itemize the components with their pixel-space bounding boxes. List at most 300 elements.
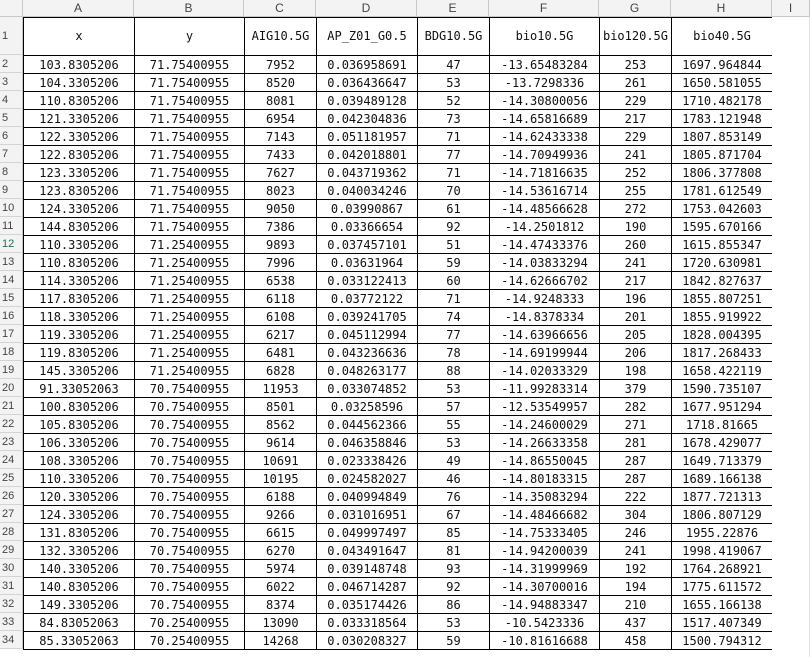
- table-cell[interactable]: 52: [418, 92, 490, 110]
- table-cell[interactable]: 287: [600, 452, 672, 470]
- row-header[interactable]: 15: [0, 289, 23, 307]
- table-cell[interactable]: 1710.482178: [672, 92, 773, 110]
- table-cell[interactable]: 71.75400955: [135, 218, 245, 236]
- table-cell[interactable]: 119.3305206: [24, 326, 135, 344]
- table-cell[interactable]: 196: [600, 290, 672, 308]
- table-cell[interactable]: -13.65483284: [490, 56, 600, 74]
- table-cell[interactable]: -14.2501812: [490, 218, 600, 236]
- column-header-f[interactable]: F: [489, 0, 599, 16]
- table-cell[interactable]: 1806.377808: [672, 164, 773, 182]
- table-cell[interactable]: -10.81616688: [490, 632, 600, 650]
- table-cell[interactable]: 70.75400955: [135, 470, 245, 488]
- table-cell[interactable]: 7433: [245, 146, 317, 164]
- table-cell[interactable]: 1781.612549: [672, 182, 773, 200]
- table-cell[interactable]: 1998.419067: [672, 542, 773, 560]
- table-cell[interactable]: 1805.871704: [672, 146, 773, 164]
- table-cell[interactable]: 84.83052063: [24, 614, 135, 632]
- table-cell[interactable]: 190: [600, 218, 672, 236]
- table-cell[interactable]: 6828: [245, 362, 317, 380]
- column-header-a[interactable]: A: [23, 0, 134, 16]
- row-header[interactable]: 4: [0, 91, 23, 109]
- row-header[interactable]: 5: [0, 109, 23, 127]
- table-cell[interactable]: 0.049997497: [317, 524, 418, 542]
- row-header[interactable]: 28: [0, 523, 23, 541]
- table-cell[interactable]: -14.69199944: [490, 344, 600, 362]
- table-cell[interactable]: 140.8305206: [24, 578, 135, 596]
- table-cell[interactable]: 85: [418, 524, 490, 542]
- table-cell[interactable]: 53: [418, 380, 490, 398]
- table-cell[interactable]: 0.040034246: [317, 182, 418, 200]
- table-cell[interactable]: 1658.422119: [672, 362, 773, 380]
- table-cell[interactable]: -14.26633358: [490, 434, 600, 452]
- table-cell[interactable]: 1697.964844: [672, 56, 773, 74]
- table-cell[interactable]: -12.53549957: [490, 398, 600, 416]
- table-cell[interactable]: 6022: [245, 578, 317, 596]
- table-cell[interactable]: 0.03772122: [317, 290, 418, 308]
- table-cell[interactable]: 51: [418, 236, 490, 254]
- table-cell[interactable]: 6954: [245, 110, 317, 128]
- table-cell[interactable]: 1828.004395: [672, 326, 773, 344]
- table-cell[interactable]: 206: [600, 344, 672, 362]
- row-header[interactable]: 23: [0, 433, 23, 451]
- table-cell[interactable]: 1689.166138: [672, 470, 773, 488]
- row-header[interactable]: 30: [0, 559, 23, 577]
- table-cell[interactable]: 8562: [245, 416, 317, 434]
- table-cell[interactable]: 0.043719362: [317, 164, 418, 182]
- table-cell[interactable]: 104.3305206: [24, 74, 135, 92]
- table-cell[interactable]: 241: [600, 254, 672, 272]
- table-cell[interactable]: 71.25400955: [135, 290, 245, 308]
- table-cell[interactable]: 241: [600, 146, 672, 164]
- table-cell[interactable]: 119.8305206: [24, 344, 135, 362]
- table-cell[interactable]: 71.25400955: [135, 362, 245, 380]
- table-cell[interactable]: 70.75400955: [135, 524, 245, 542]
- table-cell[interactable]: 76: [418, 488, 490, 506]
- table-cell[interactable]: 60: [418, 272, 490, 290]
- row-header[interactable]: 13: [0, 253, 23, 271]
- table-cell[interactable]: 114.3305206: [24, 272, 135, 290]
- row-header[interactable]: 12: [0, 235, 23, 253]
- table-cell[interactable]: 77: [418, 146, 490, 164]
- table-cell[interactable]: 253: [600, 56, 672, 74]
- row-header[interactable]: 21: [0, 397, 23, 415]
- table-cell[interactable]: 70.75400955: [135, 380, 245, 398]
- table-cell[interactable]: 124.3305206: [24, 506, 135, 524]
- table-cell[interactable]: 131.8305206: [24, 524, 135, 542]
- table-cell[interactable]: 70.75400955: [135, 416, 245, 434]
- table-cell[interactable]: 70.75400955: [135, 452, 245, 470]
- table-cell[interactable]: -14.30800056: [490, 92, 600, 110]
- table-cell[interactable]: 8374: [245, 596, 317, 614]
- table-cell[interactable]: 1817.268433: [672, 344, 773, 362]
- table-cell[interactable]: 229: [600, 92, 672, 110]
- table-cell[interactable]: 53: [418, 74, 490, 92]
- table-cell[interactable]: 241: [600, 542, 672, 560]
- table-cell[interactable]: 124.3305206: [24, 200, 135, 218]
- table-cell[interactable]: 8501: [245, 398, 317, 416]
- table-cell[interactable]: 0.046358846: [317, 434, 418, 452]
- table-cell[interactable]: 6188: [245, 488, 317, 506]
- table-cell[interactable]: 0.03366654: [317, 218, 418, 236]
- table-cell[interactable]: -10.5423336: [490, 614, 600, 632]
- row-header[interactable]: 2: [0, 55, 23, 73]
- table-cell[interactable]: -14.70949936: [490, 146, 600, 164]
- table-cell[interactable]: 261: [600, 74, 672, 92]
- table-cell[interactable]: 149.3305206: [24, 596, 135, 614]
- row-header[interactable]: 11: [0, 217, 23, 235]
- table-cell[interactable]: 103.8305206: [24, 56, 135, 74]
- table-cell[interactable]: 0.043491647: [317, 542, 418, 560]
- header-cell-bio12[interactable]: bio120.5G: [600, 18, 672, 56]
- table-cell[interactable]: 217: [600, 110, 672, 128]
- table-cell[interactable]: 71.75400955: [135, 74, 245, 92]
- table-cell[interactable]: 1753.042603: [672, 200, 773, 218]
- table-cell[interactable]: -14.35083294: [490, 488, 600, 506]
- table-cell[interactable]: 255: [600, 182, 672, 200]
- table-cell[interactable]: 7952: [245, 56, 317, 74]
- table-cell[interactable]: 282: [600, 398, 672, 416]
- table-cell[interactable]: 0.040994849: [317, 488, 418, 506]
- table-cell[interactable]: 0.042304836: [317, 110, 418, 128]
- table-cell[interactable]: 260: [600, 236, 672, 254]
- row-header[interactable]: 3: [0, 73, 23, 91]
- table-cell[interactable]: 71.25400955: [135, 272, 245, 290]
- table-cell[interactable]: 9614: [245, 434, 317, 452]
- table-cell[interactable]: 0.039489128: [317, 92, 418, 110]
- table-cell[interactable]: 0.024582027: [317, 470, 418, 488]
- table-cell[interactable]: 458: [600, 632, 672, 650]
- table-cell[interactable]: -14.8378334: [490, 308, 600, 326]
- table-cell[interactable]: 198: [600, 362, 672, 380]
- table-cell[interactable]: 106.3305206: [24, 434, 135, 452]
- table-cell[interactable]: -14.86550045: [490, 452, 600, 470]
- table-cell[interactable]: 71.25400955: [135, 308, 245, 326]
- table-cell[interactable]: 1615.855347: [672, 236, 773, 254]
- table-cell[interactable]: 1783.121948: [672, 110, 773, 128]
- table-cell[interactable]: 272: [600, 200, 672, 218]
- table-cell[interactable]: 71.75400955: [135, 146, 245, 164]
- table-cell[interactable]: 85.33052063: [24, 632, 135, 650]
- row-header[interactable]: 19: [0, 361, 23, 379]
- table-cell[interactable]: 110.8305206: [24, 254, 135, 272]
- table-cell[interactable]: 10195: [245, 470, 317, 488]
- column-header-c[interactable]: C: [244, 0, 316, 16]
- table-cell[interactable]: 1806.807129: [672, 506, 773, 524]
- table-cell[interactable]: 0.045112994: [317, 326, 418, 344]
- table-cell[interactable]: -14.48466682: [490, 506, 600, 524]
- table-cell[interactable]: 0.030208327: [317, 632, 418, 650]
- table-cell[interactable]: 71.25400955: [135, 254, 245, 272]
- table-cell[interactable]: 252: [600, 164, 672, 182]
- table-cell[interactable]: 120.3305206: [24, 488, 135, 506]
- table-cell[interactable]: -14.03833294: [490, 254, 600, 272]
- table-cell[interactable]: -14.62666702: [490, 272, 600, 290]
- table-cell[interactable]: 70.25400955: [135, 614, 245, 632]
- table-cell[interactable]: 0.033318564: [317, 614, 418, 632]
- header-cell-ap-z01[interactable]: AP_Z01_G0.5: [317, 18, 418, 56]
- table-cell[interactable]: 91.33052063: [24, 380, 135, 398]
- table-cell[interactable]: 71.25400955: [135, 344, 245, 362]
- table-cell[interactable]: 73: [418, 110, 490, 128]
- table-cell[interactable]: 1855.919922: [672, 308, 773, 326]
- table-cell[interactable]: 81: [418, 542, 490, 560]
- table-cell[interactable]: 71.25400955: [135, 236, 245, 254]
- table-cell[interactable]: 0.036958691: [317, 56, 418, 74]
- table-cell[interactable]: 47: [418, 56, 490, 74]
- header-cell-y[interactable]: y: [135, 18, 245, 56]
- table-cell[interactable]: 287: [600, 470, 672, 488]
- table-cell[interactable]: 0.033122413: [317, 272, 418, 290]
- table-cell[interactable]: 70.75400955: [135, 398, 245, 416]
- table-cell[interactable]: 0.051181957: [317, 128, 418, 146]
- table-cell[interactable]: 0.03631964: [317, 254, 418, 272]
- table-cell[interactable]: 9266: [245, 506, 317, 524]
- column-header-b[interactable]: B: [134, 0, 244, 16]
- table-cell[interactable]: 0.046714287: [317, 578, 418, 596]
- table-cell[interactable]: 11953: [245, 380, 317, 398]
- table-cell[interactable]: 122.8305206: [24, 146, 135, 164]
- header-cell-x[interactable]: x: [24, 18, 135, 56]
- table-cell[interactable]: 77: [418, 326, 490, 344]
- table-cell[interactable]: 379: [600, 380, 672, 398]
- table-cell[interactable]: 7627: [245, 164, 317, 182]
- table-cell[interactable]: -14.94883347: [490, 596, 600, 614]
- table-cell[interactable]: 6108: [245, 308, 317, 326]
- table-cell[interactable]: 1720.630981: [672, 254, 773, 272]
- table-cell[interactable]: 1517.407349: [672, 614, 773, 632]
- table-cell[interactable]: 0.023338426: [317, 452, 418, 470]
- table-cell[interactable]: 59: [418, 632, 490, 650]
- row-header[interactable]: 27: [0, 505, 23, 523]
- column-header-g[interactable]: G: [599, 0, 671, 16]
- table-cell[interactable]: 1842.827637: [672, 272, 773, 290]
- table-cell[interactable]: 8023: [245, 182, 317, 200]
- row-header[interactable]: 22: [0, 415, 23, 433]
- table-cell[interactable]: 0.033074852: [317, 380, 418, 398]
- table-cell[interactable]: 53: [418, 434, 490, 452]
- select-all-corner[interactable]: [0, 0, 23, 16]
- table-cell[interactable]: 217: [600, 272, 672, 290]
- row-header[interactable]: 18: [0, 343, 23, 361]
- column-header-h[interactable]: H: [671, 0, 772, 16]
- table-cell[interactable]: -14.62433338: [490, 128, 600, 146]
- row-header[interactable]: 8: [0, 163, 23, 181]
- table-cell[interactable]: 0.03258596: [317, 398, 418, 416]
- table-cell[interactable]: 71: [418, 290, 490, 308]
- table-cell[interactable]: 71.75400955: [135, 92, 245, 110]
- table-cell[interactable]: -14.71816635: [490, 164, 600, 182]
- table-cell[interactable]: 192: [600, 560, 672, 578]
- table-cell[interactable]: 0.03990867: [317, 200, 418, 218]
- table-cell[interactable]: 140.3305206: [24, 560, 135, 578]
- table-cell[interactable]: 121.3305206: [24, 110, 135, 128]
- column-header-i[interactable]: I: [772, 0, 810, 16]
- table-cell[interactable]: 304: [600, 506, 672, 524]
- table-cell[interactable]: 71.75400955: [135, 110, 245, 128]
- table-cell[interactable]: 7386: [245, 218, 317, 236]
- table-cell[interactable]: 110.8305206: [24, 92, 135, 110]
- table-cell[interactable]: 281: [600, 434, 672, 452]
- row-header[interactable]: 9: [0, 181, 23, 199]
- table-cell[interactable]: -14.24600029: [490, 416, 600, 434]
- table-cell[interactable]: 246: [600, 524, 672, 542]
- table-cell[interactable]: 144.8305206: [24, 218, 135, 236]
- table-cell[interactable]: 67: [418, 506, 490, 524]
- table-cell[interactable]: 74: [418, 308, 490, 326]
- table-cell[interactable]: 110.3305206: [24, 470, 135, 488]
- table-cell[interactable]: 71.75400955: [135, 56, 245, 74]
- table-cell[interactable]: 14268: [245, 632, 317, 650]
- table-cell[interactable]: -14.31999969: [490, 560, 600, 578]
- table-cell[interactable]: 71.75400955: [135, 182, 245, 200]
- table-cell[interactable]: 1595.670166: [672, 218, 773, 236]
- column-header-e[interactable]: E: [417, 0, 489, 16]
- table-cell[interactable]: 71.75400955: [135, 164, 245, 182]
- table-cell[interactable]: -14.02033329: [490, 362, 600, 380]
- table-cell[interactable]: 57: [418, 398, 490, 416]
- table-cell[interactable]: 70: [418, 182, 490, 200]
- table-cell[interactable]: 194: [600, 578, 672, 596]
- table-cell[interactable]: 10691: [245, 452, 317, 470]
- table-cell[interactable]: 88: [418, 362, 490, 380]
- table-cell[interactable]: -14.48566628: [490, 200, 600, 218]
- table-cell[interactable]: 13090: [245, 614, 317, 632]
- table-cell[interactable]: 1649.713379: [672, 452, 773, 470]
- table-cell[interactable]: 92: [418, 578, 490, 596]
- table-cell[interactable]: 1590.735107: [672, 380, 773, 398]
- row-header[interactable]: 14: [0, 271, 23, 289]
- table-cell[interactable]: 271: [600, 416, 672, 434]
- table-cell[interactable]: 145.3305206: [24, 362, 135, 380]
- table-cell[interactable]: 6217: [245, 326, 317, 344]
- row-header[interactable]: 31: [0, 577, 23, 595]
- table-cell[interactable]: -14.65816689: [490, 110, 600, 128]
- row-header[interactable]: 33: [0, 613, 23, 631]
- row-header[interactable]: 20: [0, 379, 23, 397]
- table-cell[interactable]: -13.7298336: [490, 74, 600, 92]
- table-cell[interactable]: 49: [418, 452, 490, 470]
- row-header[interactable]: 17: [0, 325, 23, 343]
- table-cell[interactable]: 70.75400955: [135, 542, 245, 560]
- row-header[interactable]: 29: [0, 541, 23, 559]
- table-cell[interactable]: 71.75400955: [135, 200, 245, 218]
- table-cell[interactable]: 1877.721313: [672, 488, 773, 506]
- table-cell[interactable]: 0.031016951: [317, 506, 418, 524]
- table-cell[interactable]: 8081: [245, 92, 317, 110]
- table-cell[interactable]: 71: [418, 128, 490, 146]
- table-cell[interactable]: 86: [418, 596, 490, 614]
- table-cell[interactable]: 7143: [245, 128, 317, 146]
- table-cell[interactable]: 6538: [245, 272, 317, 290]
- table-cell[interactable]: 46: [418, 470, 490, 488]
- header-cell-bio1[interactable]: bio10.5G: [490, 18, 600, 56]
- table-cell[interactable]: -14.47433376: [490, 236, 600, 254]
- table-cell[interactable]: 9893: [245, 236, 317, 254]
- table-cell[interactable]: 110.3305206: [24, 236, 135, 254]
- table-cell[interactable]: -14.94200039: [490, 542, 600, 560]
- table-cell[interactable]: 53: [418, 614, 490, 632]
- column-header-d[interactable]: D: [316, 0, 417, 16]
- table-cell[interactable]: 1678.429077: [672, 434, 773, 452]
- table-cell[interactable]: 100.8305206: [24, 398, 135, 416]
- table-cell[interactable]: 222: [600, 488, 672, 506]
- table-cell[interactable]: 70.75400955: [135, 488, 245, 506]
- table-cell[interactable]: 7996: [245, 254, 317, 272]
- row-header[interactable]: 25: [0, 469, 23, 487]
- table-cell[interactable]: -14.80183315: [490, 470, 600, 488]
- table-cell[interactable]: 6481: [245, 344, 317, 362]
- table-cell[interactable]: -11.99283314: [490, 380, 600, 398]
- table-cell[interactable]: 117.8305206: [24, 290, 135, 308]
- table-cell[interactable]: 92: [418, 218, 490, 236]
- table-cell[interactable]: 70.75400955: [135, 560, 245, 578]
- table-cell[interactable]: 0.044562366: [317, 416, 418, 434]
- table-cell[interactable]: 93: [418, 560, 490, 578]
- row-header[interactable]: 34: [0, 631, 23, 649]
- table-cell[interactable]: -14.75333405: [490, 524, 600, 542]
- table-cell[interactable]: 229: [600, 128, 672, 146]
- row-header[interactable]: 24: [0, 451, 23, 469]
- table-cell[interactable]: 1764.268921: [672, 560, 773, 578]
- table-cell[interactable]: 70.75400955: [135, 506, 245, 524]
- table-cell[interactable]: 1500.794312: [672, 632, 773, 650]
- table-cell[interactable]: 1775.611572: [672, 578, 773, 596]
- table-cell[interactable]: 71: [418, 164, 490, 182]
- table-cell[interactable]: 205: [600, 326, 672, 344]
- table-cell[interactable]: 0.048263177: [317, 362, 418, 380]
- table-cell[interactable]: 0.037457101: [317, 236, 418, 254]
- table-cell[interactable]: 0.036436647: [317, 74, 418, 92]
- table-cell[interactable]: 1655.166138: [672, 596, 773, 614]
- table-cell[interactable]: 1807.853149: [672, 128, 773, 146]
- row-header[interactable]: 6: [0, 127, 23, 145]
- table-cell[interactable]: 78: [418, 344, 490, 362]
- table-cell[interactable]: 9050: [245, 200, 317, 218]
- row-header[interactable]: 10: [0, 199, 23, 217]
- table-cell[interactable]: -14.63966656: [490, 326, 600, 344]
- table-cell[interactable]: 123.3305206: [24, 164, 135, 182]
- table-cell[interactable]: 210: [600, 596, 672, 614]
- table-cell[interactable]: 6118: [245, 290, 317, 308]
- table-cell[interactable]: 70.75400955: [135, 578, 245, 596]
- table-cell[interactable]: 437: [600, 614, 672, 632]
- table-cell[interactable]: 123.8305206: [24, 182, 135, 200]
- table-cell[interactable]: 6615: [245, 524, 317, 542]
- table-cell[interactable]: -14.53616714: [490, 182, 600, 200]
- table-cell[interactable]: 1955.22876: [672, 524, 773, 542]
- header-cell-bdg[interactable]: BDG10.5G: [418, 18, 490, 56]
- table-cell[interactable]: 59: [418, 254, 490, 272]
- row-header[interactable]: 32: [0, 595, 23, 613]
- table-cell[interactable]: 61: [418, 200, 490, 218]
- table-cell[interactable]: 118.3305206: [24, 308, 135, 326]
- table-cell[interactable]: 1855.807251: [672, 290, 773, 308]
- table-cell[interactable]: 71.25400955: [135, 326, 245, 344]
- table-cell[interactable]: 105.8305206: [24, 416, 135, 434]
- header-cell-bio4[interactable]: bio40.5G: [672, 18, 773, 56]
- table-cell[interactable]: 70.75400955: [135, 596, 245, 614]
- table-cell[interactable]: 0.043236636: [317, 344, 418, 362]
- table-cell[interactable]: 0.035174426: [317, 596, 418, 614]
- header-cell-aig[interactable]: AIG10.5G: [245, 18, 317, 56]
- table-cell[interactable]: 108.3305206: [24, 452, 135, 470]
- table-cell[interactable]: 70.75400955: [135, 434, 245, 452]
- table-cell[interactable]: 5974: [245, 560, 317, 578]
- table-cell[interactable]: 70.25400955: [135, 632, 245, 650]
- table-cell[interactable]: 55: [418, 416, 490, 434]
- table-cell[interactable]: 1677.951294: [672, 398, 773, 416]
- table-cell[interactable]: 122.3305206: [24, 128, 135, 146]
